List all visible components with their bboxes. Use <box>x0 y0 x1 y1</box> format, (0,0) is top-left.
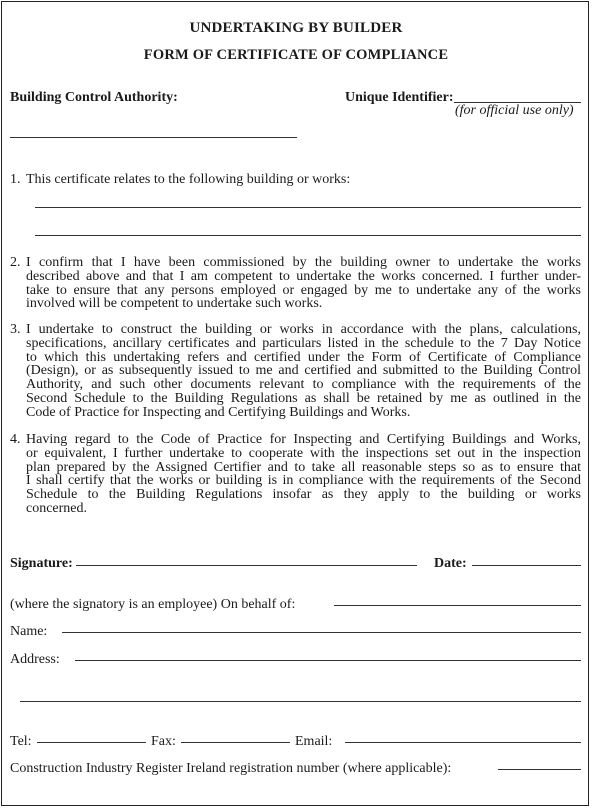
address-label: Address: <box>10 652 60 667</box>
item-3-line: Second Schedule to the Building Regulations as shall be retained by me as outlined in the <box>26 390 581 406</box>
signature-label: Signature: <box>10 556 73 571</box>
item-1-text: This certificate relates to the following building or works: <box>26 172 351 187</box>
item-3-line: specifications, ancillary certificates and particulars listed in the schedule to the 7 Day Notice <box>26 335 581 351</box>
item-3-line: I undertake to construct the building or works in accordance with the plans, calculations, <box>26 322 581 337</box>
item-2-line: involved will be competent to undertake such works. <box>26 296 323 312</box>
date-field[interactable] <box>472 565 581 566</box>
item-4-line: Having regard to the Code of Practice for Inspecting and Certifying Buildings and Works, <box>26 432 581 447</box>
item-3-line: to which this undertaking refers and certified under the Form of Certificate of Compliance <box>26 349 581 365</box>
item-2-line: I confirm that I have been commissioned by the building owner to undertake the works <box>26 255 581 270</box>
item-4-paragraph <box>26 433 581 516</box>
item-4-line: plan prepared by the Assigned Certifier and to take all reasonable steps so as to ensure that <box>26 459 581 475</box>
item-4-line: Schedule to the Building Regulations insofar as they apply to the building or works <box>26 487 581 503</box>
on-behalf-label: (where the signatory is an employee) On behalf of: <box>10 597 296 612</box>
address-field-line-1[interactable] <box>75 660 581 661</box>
works-field-line-2[interactable] <box>35 235 581 236</box>
item-3-number: 3. <box>10 322 21 337</box>
item-4-line: concerned. <box>26 500 88 516</box>
authority-field[interactable] <box>10 137 297 138</box>
name-label: Name: <box>10 624 48 639</box>
on-behalf-field[interactable] <box>334 605 581 606</box>
email-field[interactable] <box>345 742 581 743</box>
address-field-line-2[interactable] <box>20 701 581 702</box>
form-title: UNDERTAKING BY BUILDER <box>189 20 403 36</box>
item-1-number: 1. <box>10 172 21 187</box>
name-field[interactable] <box>62 632 581 633</box>
fax-label: Fax: <box>151 734 176 749</box>
item-2-number: 2. <box>10 255 21 270</box>
cirl-field[interactable] <box>498 769 581 770</box>
cirl-label: Construction Industry Register Ireland registration number (where applicable): <box>10 761 452 776</box>
form-subtitle: FORM OF CERTIFICATE OF COMPLIANCE <box>143 47 449 63</box>
identifier-note: (for official use only) <box>455 103 574 118</box>
email-label: Email: <box>295 734 333 749</box>
item-3-line: Authority, and such other documents relevant to compliance with the requirements of the <box>26 377 581 393</box>
fax-field[interactable] <box>181 742 290 743</box>
tel-label: Tel: <box>10 734 32 749</box>
date-label: Date: <box>434 556 467 571</box>
tel-field[interactable] <box>37 742 146 743</box>
signature-field[interactable] <box>76 565 417 566</box>
item-3-line: (Design), or as subsequently issued to me and certified and submitted to the Building Control <box>26 363 581 379</box>
item-3-paragraph <box>26 323 581 420</box>
authority-label: Building Control Authority: <box>10 90 178 105</box>
item-4-line: or equivalent, I further undertake to cooperate with the inspections set out in the inspection <box>26 445 581 461</box>
item-4-number: 4. <box>10 432 21 447</box>
works-field-line-1[interactable] <box>35 207 581 208</box>
item-2-paragraph <box>26 256 581 311</box>
item-4-line: I shall certify that the works or building is in compliance with the requirements of the Second <box>26 473 581 489</box>
item-2-line: take to ensure that any persons employed or engaged by me to undertake any of the works <box>26 282 581 298</box>
item-2-line: described above and that I am competent to undertake the works concerned. I further under- <box>26 268 581 284</box>
identifier-label: Unique Identifier: <box>345 90 454 105</box>
item-3-line: Code of Practice for Inspecting and Certifying Buildings and Works. <box>26 404 411 420</box>
